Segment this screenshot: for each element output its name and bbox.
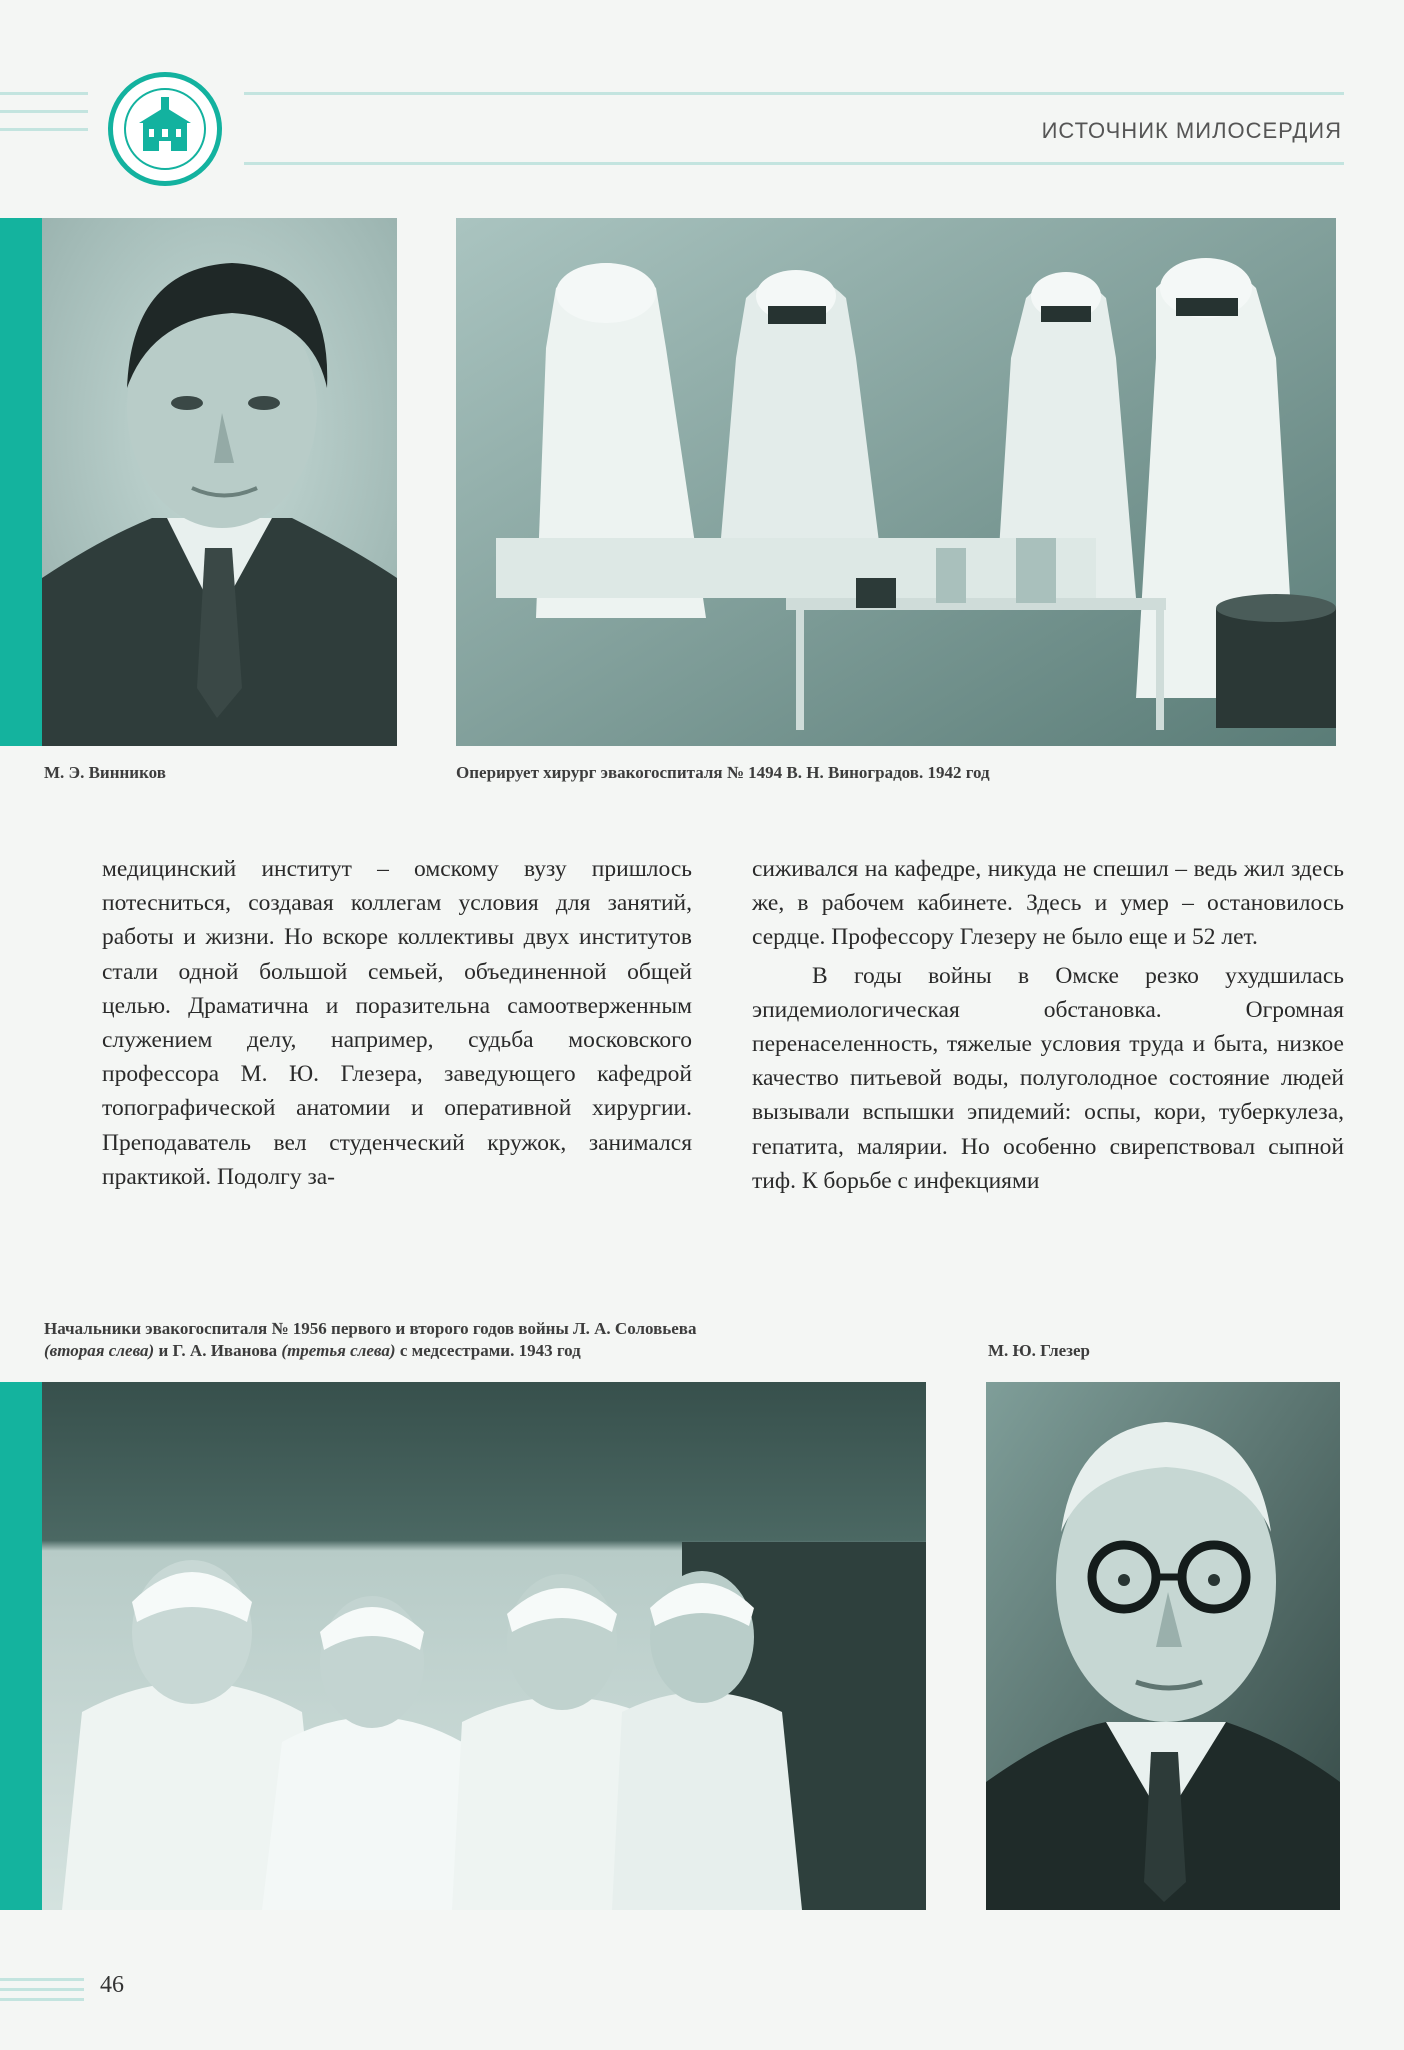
caption-chiefs-second-left: (вторая слева): [44, 1341, 155, 1360]
photo-chiefs-group: [42, 1382, 926, 1910]
footer-rule-3: [0, 1998, 84, 2001]
body-column-right: [752, 852, 1344, 1198]
header-rule-left-2: [0, 110, 88, 113]
header-rule-right-2: [244, 162, 1344, 165]
running-header-title: ИСТОЧНИК МИЛОСЕРДИЯ: [1041, 118, 1342, 143]
caption-glezer: М. Ю. Глезер: [988, 1341, 1090, 1360]
page-number: 46: [100, 1972, 124, 1998]
footer-rule-2: [0, 1988, 84, 1991]
caption-chiefs: [44, 1318, 894, 1362]
footer-rule-1: [0, 1978, 84, 1981]
accent-bar-bottom: [0, 1382, 42, 1910]
university-logo: [108, 72, 222, 186]
body-column-left: [102, 852, 692, 1194]
caption-chiefs-year: с медсестрами. 1943 год: [395, 1341, 581, 1360]
caption-surgery: Оперирует хирург эвакогоспиталя № 1494 В. Н. Виноградов. 1942 год: [456, 763, 990, 782]
photo-surgery: [456, 218, 1336, 746]
photo-vinnikov-portrait: [42, 218, 397, 746]
header-rule-left-3: [0, 128, 88, 131]
header-rule-left-1: [0, 92, 88, 95]
body-paragraph-right-1: сиживался на кафедре, никуда не спешил – ведь жил здесь же, в рабочем кабинете. Здесь и умер – остановилось сердце. Профессору Глезеру не было еще и 52 лет.: [752, 856, 1344, 951]
caption-chiefs-ivanova: и Г. А. Иванова: [154, 1341, 282, 1360]
body-paragraph-right-2: В годы войны в Омске резко ухудшилась эпидемиологическая обстановка. Огромная перенаселенность, тяжелые условия труда и быта, низкое качество питьевой воды, полуголодное состояние людей вызывали вспышки эпидемий: оспы, кори, туберкулеза, гепатита, малярии. Но особенно свирепствовал сыпной тиф. К борьбе с инфекциями: [752, 962, 1344, 1194]
caption-chiefs-third-left: (третья слева): [281, 1341, 396, 1360]
caption-vinnikov: М. Э. Винников: [44, 763, 166, 782]
photo-glezer-portrait: [986, 1382, 1340, 1910]
accent-bar-top: [0, 218, 42, 746]
body-paragraph-left: медицинский институт – омскому вузу пришлось потесниться, создавая коллегам условия для занятий, работы и жизни. Но вскоре коллективы двух институтов стали одной большой семьей, объединенной общей целью. Драматична и поразительна самоотверженным служением делу, например, судьба московского профессора М. Ю. Глезера, заведующего кафедрой топографической анатомии и оперативной хирургии. Преподаватель вел студенческий кружок, занимался практикой. Подолгу за-: [102, 856, 692, 1190]
caption-chiefs-line2: [44, 1340, 894, 1362]
caption-chiefs-line1: Начальники эвакогоспиталя № 1956 первого и второго годов войны Л. А. Соловьева: [44, 1319, 697, 1338]
header-rule-right-1: [244, 92, 1344, 95]
